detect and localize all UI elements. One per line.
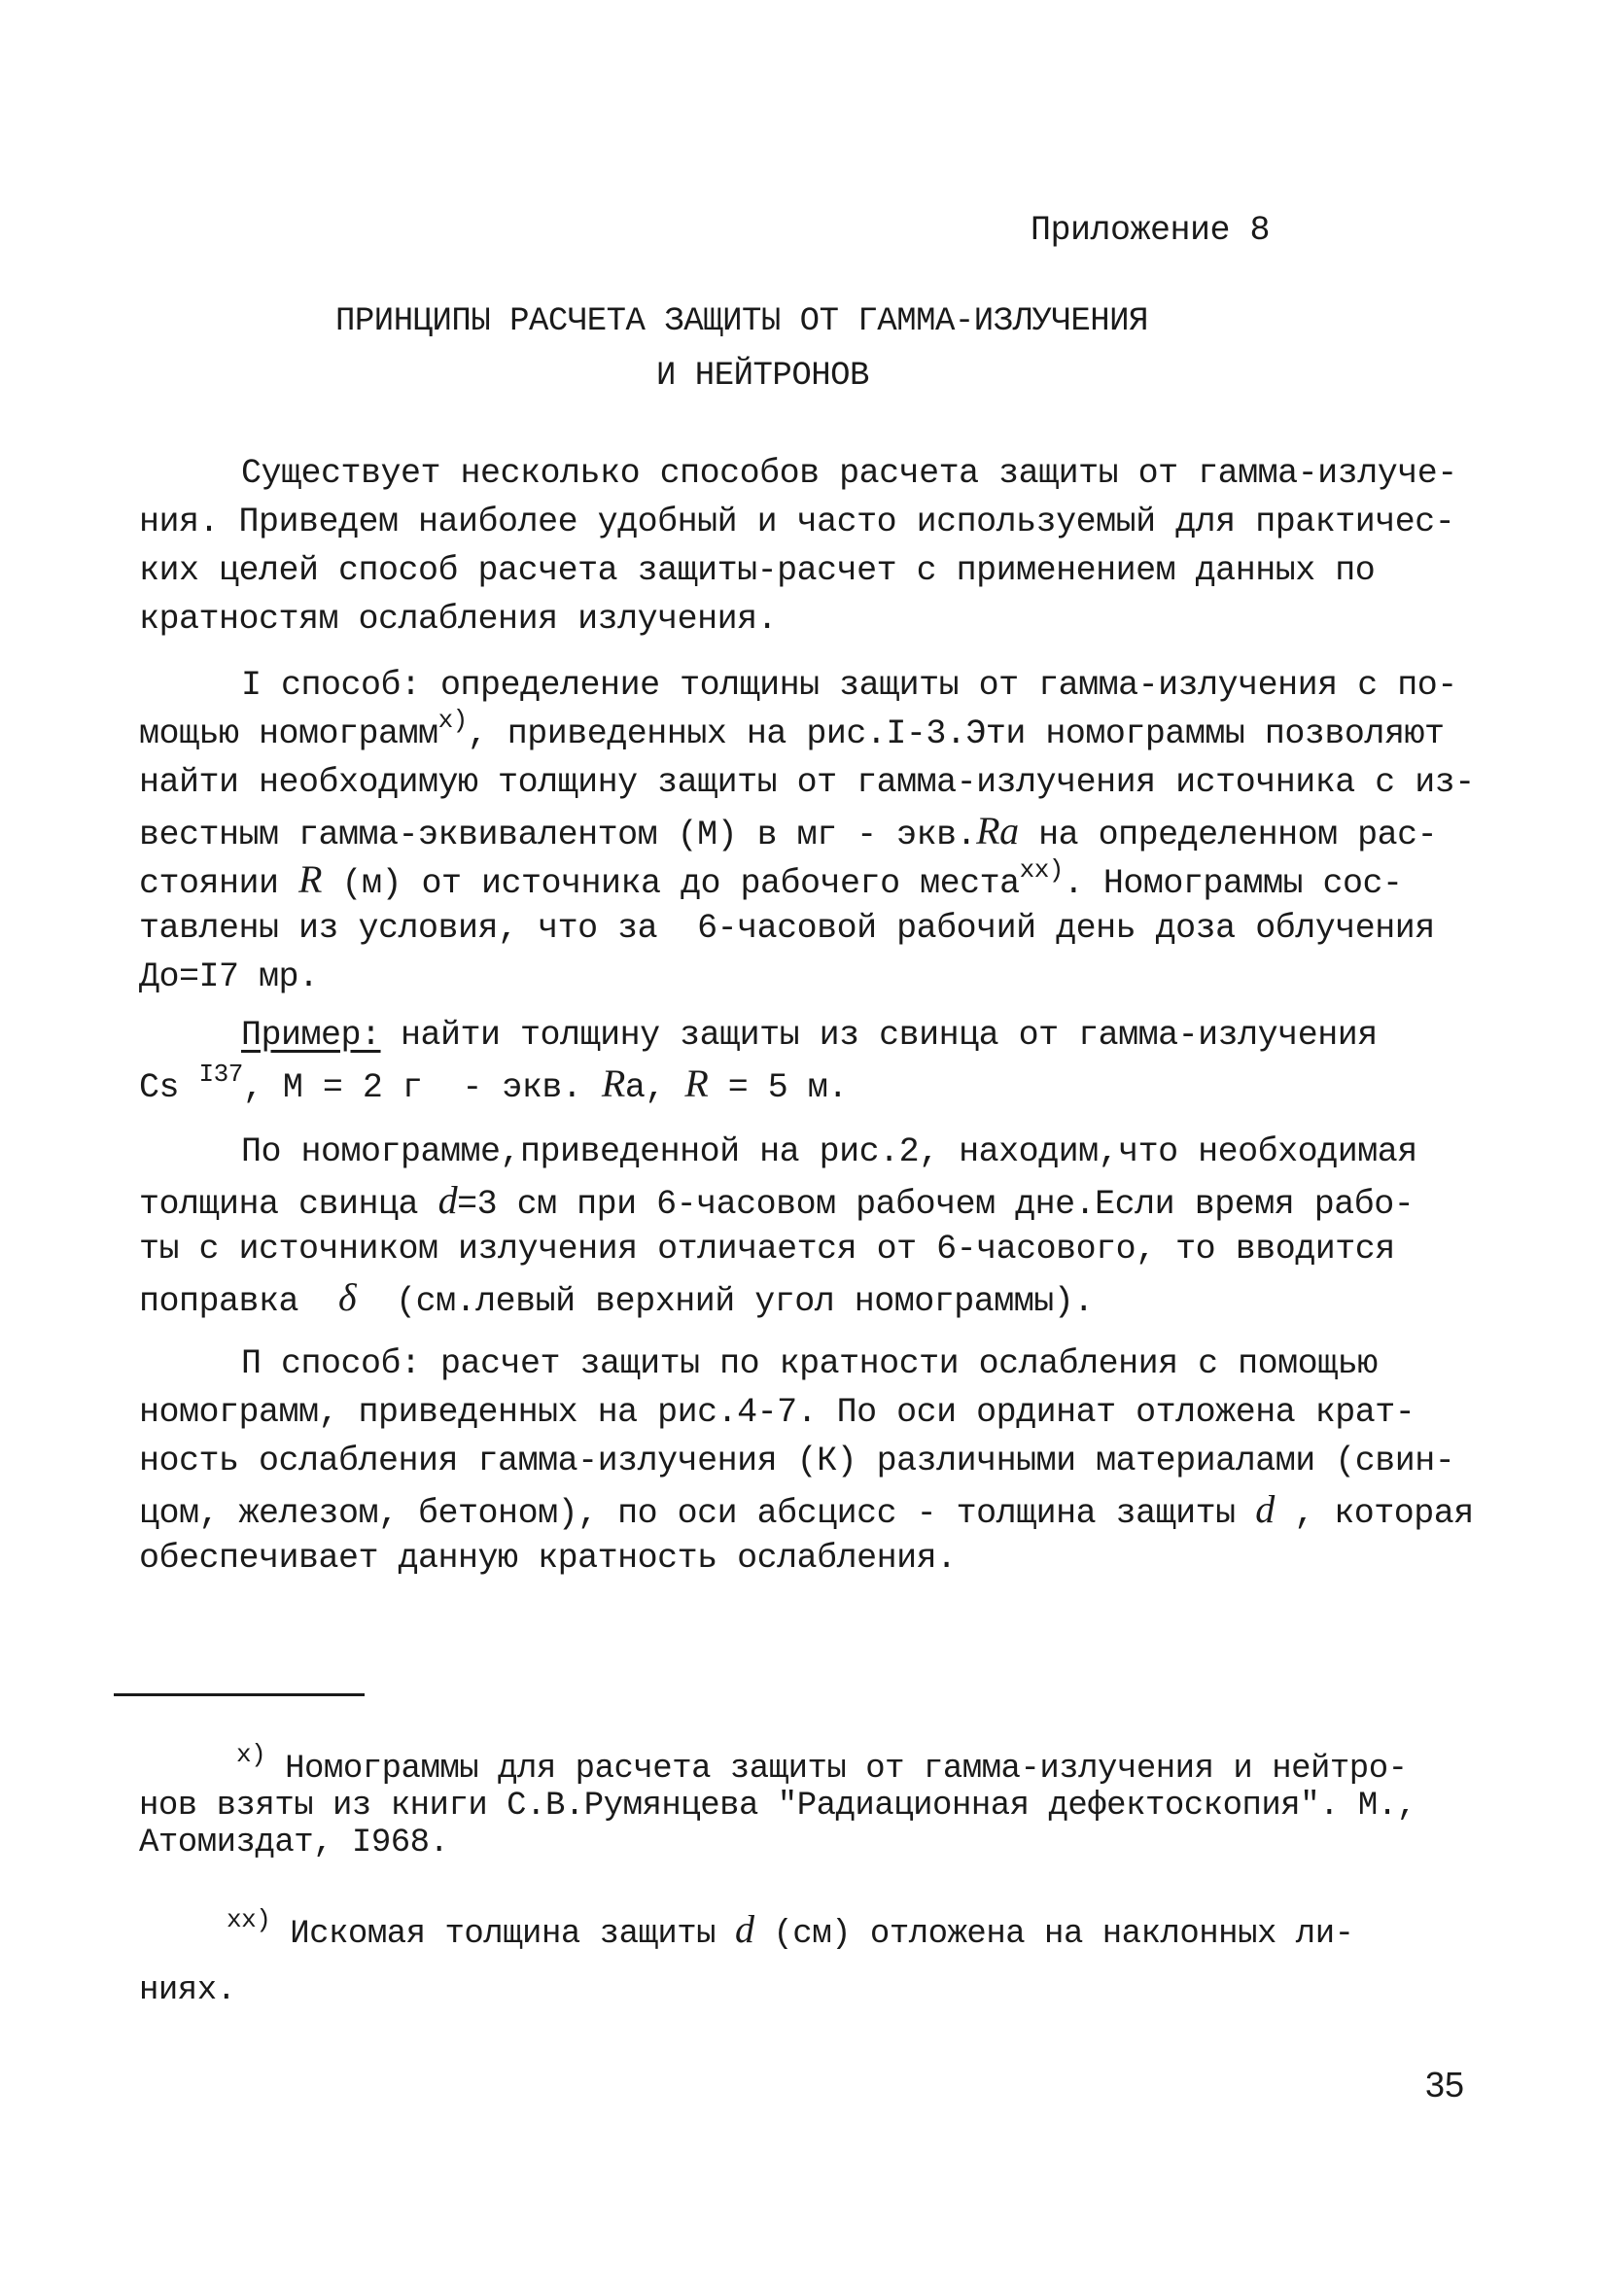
example-line-2: [139, 1060, 848, 1114]
p5-line-3: ность ослабления гамма-излучения (К) различными материалами (свин-: [139, 1442, 1455, 1480]
radium-symbol: Ra: [976, 809, 1019, 852]
p1-line-1: Существует несколько способов расчета защиты от гамма-излуче-: [241, 454, 1457, 493]
p4-line-4: [139, 1273, 1094, 1326]
p2-line-6: тавлены из условия, что за 6-часовой рабочий день доза облучения: [139, 909, 1435, 948]
p2-text: (м) от источника до рабочего места: [321, 864, 1020, 903]
p5-line-4: [139, 1485, 1474, 1538]
p4-line-1: По номограмме,приведенной на рис.2, находим,что необходимая: [241, 1132, 1417, 1171]
p2-line-2: [139, 706, 1445, 760]
p2-line-5: [139, 855, 1402, 910]
isotope-mass: I37: [198, 1060, 243, 1089]
p2-line-7: До=I7 мр.: [139, 957, 319, 996]
footnote-separator: [114, 1693, 365, 1696]
p4-line-2: [139, 1176, 1414, 1229]
example-text: , М = 2 г - экв.: [242, 1068, 602, 1107]
footnote-ref-xx: хх): [1019, 855, 1064, 885]
p5-line-2: номограмм, приведенных на рис.4-7. По оси ординат отложена крат-: [139, 1393, 1416, 1432]
footnote-marker: хх): [227, 1905, 271, 1934]
p5-text: , которая: [1274, 1494, 1474, 1533]
p2-line-3: найти необходимую толщину защиты от гамма-излучения источника с из-: [139, 763, 1475, 802]
page-number: 35: [1425, 2065, 1465, 2105]
footnote-text: (см) отложена на наклонных ли-: [753, 1916, 1354, 1953]
p4-text: толщина свинца: [139, 1185, 438, 1224]
p2-text: . Номограммы сос-: [1063, 864, 1403, 903]
example-line-1: [241, 1011, 1378, 1060]
p5-line-1: П способ: расчет защиты по кратности ослабления с помощью: [241, 1344, 1378, 1383]
p5-text: цом, железом, бетоном), по оси абсцисс - толщина защиты: [139, 1494, 1256, 1533]
p1-line-3: ких целей способ расчета защиты-расчет с применением данных по: [139, 551, 1376, 590]
example-text: найти толщину защиты из свинца от гамма-излучения: [380, 1016, 1378, 1055]
footnote-text: Искомая толщина защиты: [270, 1916, 735, 1953]
thickness-symbol: d: [1255, 1487, 1275, 1531]
appendix-label: Приложение 8: [1031, 211, 1271, 250]
footnote-ref-x: х): [437, 706, 468, 735]
p2-line-1: I способ: определение толщины защиты от гамма-излучения с по-: [241, 666, 1457, 705]
p2-text: , приведенных на рис.I-3.Эти номограммы позволяют: [467, 714, 1445, 753]
p5-line-5: обеспечивает данную кратность ослабления.: [139, 1539, 957, 1578]
thickness-symbol: d: [735, 1907, 754, 1951]
p2-line-4: [139, 807, 1437, 859]
footnote-1-line-1: [236, 1740, 1408, 1790]
p4-text: (см.левый верхний угол номограммы).: [356, 1282, 1094, 1321]
p2-text: мощью номограмм: [139, 714, 438, 753]
p2-text: вестным гамма-эквивалентом (М) в мг - экв.: [139, 816, 977, 854]
p1-line-2: ния. Приведем наиболее удобный и часто используемый для практичес-: [139, 503, 1455, 541]
footnote-1-line-2: нов взяты из книги С.В.Румянцева "Радиационная дефектоскопия". М.,: [139, 1788, 1416, 1825]
footnote-text: Номограммы для расчета защиты от гамма-излучения и нейтро-: [265, 1751, 1408, 1788]
footnote-marker: х): [236, 1740, 266, 1769]
distance-symbol: R: [684, 1061, 709, 1105]
example-text: а,: [624, 1068, 685, 1107]
thickness-symbol: d: [437, 1178, 458, 1222]
example-label: Пример:: [241, 1016, 381, 1055]
example-text: Cs: [139, 1068, 199, 1107]
title-line-1: ПРИНЦИПЫ РАСЧЕТА ЗАЩИТЫ ОТ ГАММА-ИЗЛУЧЕНИЯ: [335, 303, 1148, 340]
p2-text: стоянии: [139, 864, 299, 903]
footnote-1-line-3: Атомиздат, I968.: [139, 1825, 449, 1861]
footnote-2-line-1: [227, 1905, 1354, 1955]
p4-text: поправка: [139, 1282, 339, 1321]
correction-symbol: δ: [338, 1275, 357, 1319]
p4-line-3: ты с источником излучения отличается от 6-часового, то вводится: [139, 1230, 1395, 1269]
footnote-2-line-2: ниях.: [139, 1972, 236, 2009]
p2-text: на определенном рас-: [1018, 816, 1438, 854]
p4-text: =3 см при 6-часовом рабочем дне.Если время рабо-: [457, 1185, 1415, 1224]
p1-line-4: кратностям ослабления излучения.: [139, 600, 778, 639]
distance-symbol: R: [298, 857, 322, 901]
radium-symbol: R: [601, 1061, 625, 1105]
title-line-2: И НЕЙТРОНОВ: [656, 358, 869, 395]
example-text: = 5 м.: [708, 1068, 848, 1107]
